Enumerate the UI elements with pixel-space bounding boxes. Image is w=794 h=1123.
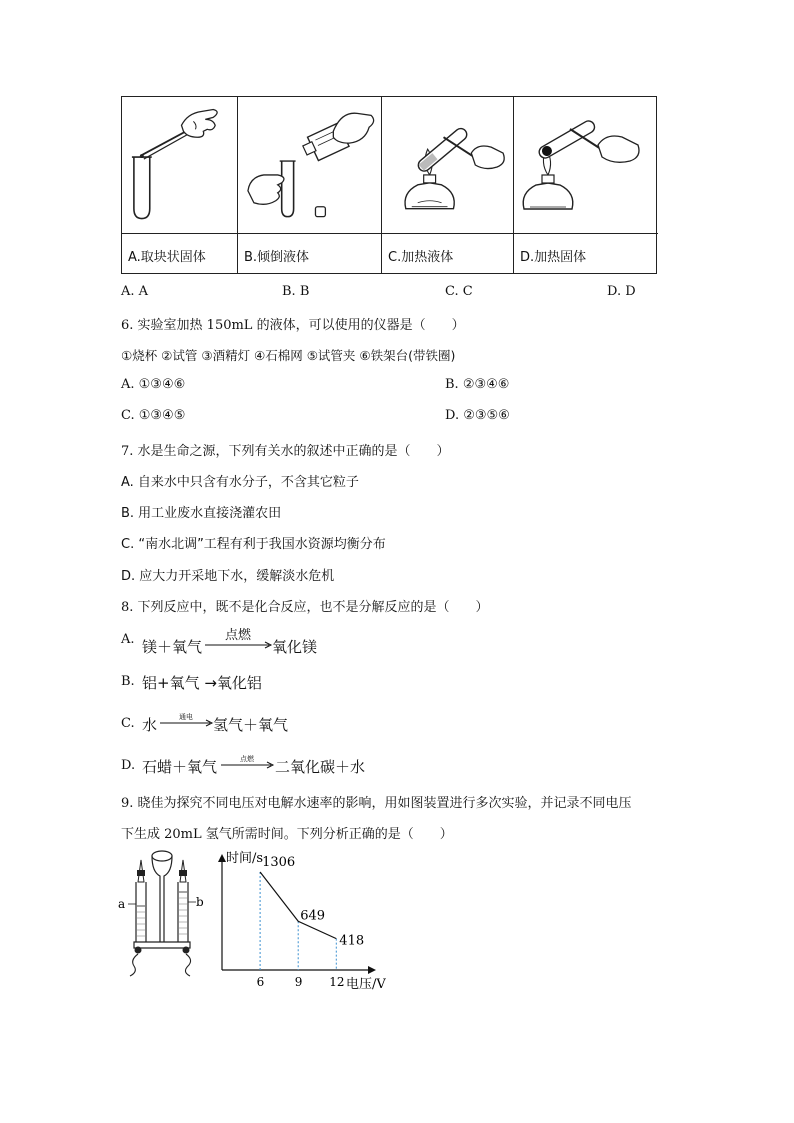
q7-option-c: C. “南水北调”工程有利于我国水资源均衡分布 xyxy=(121,537,386,552)
q7-option-d: D. 应大力开采地下水，缓解淡水危机 xyxy=(121,569,335,584)
x-tick-label: 9 xyxy=(294,975,303,989)
q9-stem-line1: 9. 晓佳为探究不同电压对电解水速率的影响，用如图装置进行多次实验，并记录不同电压 xyxy=(121,796,632,811)
y-axis-arrow xyxy=(218,854,226,862)
apparatus-label-b: b xyxy=(196,895,204,909)
figure-cell-a xyxy=(122,97,238,273)
q6-stem: 6. 实验室加热 150mL 的液体，可以使用的仪器是（ ） xyxy=(121,318,465,333)
q6-items: ①烧杯 ②试管 ③酒精灯 ④石棉网 ⑤试管夹 ⑥铁架台(带铁圈) xyxy=(121,348,456,363)
q7-stem: 7. 水是生命之源，下列有关水的叙述中正确的是（ ） xyxy=(121,444,450,459)
q9-stem-line2: 下生成 20mL 氢气所需时间。下列分析正确的是（ ） xyxy=(121,827,453,842)
q8-stem: 8. 下列反应中，既不是化合反应，也不是分解反应的是（ ） xyxy=(121,600,489,615)
data-label: 418 xyxy=(339,933,365,949)
q6-option-b: B. ②③④⑥ xyxy=(445,377,510,392)
q6-option-d: D. ②③⑤⑥ xyxy=(445,408,510,423)
q6-option-a: A. ①③④⑥ xyxy=(121,377,186,392)
q8-option-d-left: 石蜡＋氧气 xyxy=(142,758,218,776)
x-axis-label: 电压/V xyxy=(346,977,386,990)
caption-a: A.取块状固体 xyxy=(122,233,237,274)
q8-option-b-text: 铝+氧气 →氧化铝 xyxy=(142,674,262,692)
q8-option-a-right: 氧化镁 xyxy=(272,638,318,656)
q8-option-a-condition: 点燃 xyxy=(224,628,251,643)
q8-option-c-arrow xyxy=(160,718,214,728)
x-tick-label: 6 xyxy=(256,975,265,989)
q8-option-a-left: 镁＋氧气 xyxy=(142,638,203,656)
q8-option-c-left: 水 xyxy=(142,716,158,734)
caption-c: C.加热液体 xyxy=(382,233,513,274)
caption-b: B.倾倒液体 xyxy=(238,233,381,274)
q8-option-d-right: 二氧化碳＋水 xyxy=(275,758,366,776)
q5-option-a: A. A xyxy=(121,284,149,299)
q8-option-b-label: B. xyxy=(121,674,135,689)
y-axis-label: 时间/s xyxy=(226,851,264,866)
pour-liquid-illustration xyxy=(238,97,381,233)
caption-d: D.加热固体 xyxy=(514,233,658,274)
figure-cell-d xyxy=(514,97,658,273)
q8-option-d-arrow xyxy=(221,760,275,770)
q7-option-b: B. 用工业废水直接浇灌农田 xyxy=(121,506,282,521)
q8-option-c-label: C. xyxy=(121,716,135,731)
q8-option-c-condition: 通电 xyxy=(179,713,193,721)
q8-option-d-label: D. xyxy=(121,758,136,773)
figure-table xyxy=(121,96,657,274)
q8-option-d-condition: 点燃 xyxy=(240,755,254,763)
heat-solid-illustration xyxy=(514,97,658,233)
q7-option-a: A. 自来水中只含有水分子，不含其它粒子 xyxy=(121,475,359,490)
q5-option-b: B. B xyxy=(282,284,310,299)
q6-option-c: C. ①③④⑤ xyxy=(121,408,186,423)
q5-option-d: D. D xyxy=(607,284,636,299)
heat-liquid-illustration xyxy=(382,97,513,233)
electrolysis-apparatus xyxy=(116,846,206,980)
q8-option-c-right: 氢气＋氧气 xyxy=(213,716,289,734)
q8-option-a-arrow xyxy=(205,640,273,650)
q5-option-c: C. C xyxy=(445,284,473,299)
figure-cell-b xyxy=(238,97,382,273)
x-axis-arrow xyxy=(368,966,376,974)
data-label: 1306 xyxy=(262,855,296,870)
x-tick-label: 12 xyxy=(329,975,345,989)
q8-option-a-label: A. xyxy=(121,632,135,647)
apparatus-label-a: a xyxy=(118,897,126,911)
take-solid-illustration xyxy=(122,97,237,233)
voltage-time-chart xyxy=(214,844,404,990)
figure-cell-c xyxy=(382,97,514,273)
series-line xyxy=(260,872,336,939)
data-label: 649 xyxy=(300,908,326,924)
